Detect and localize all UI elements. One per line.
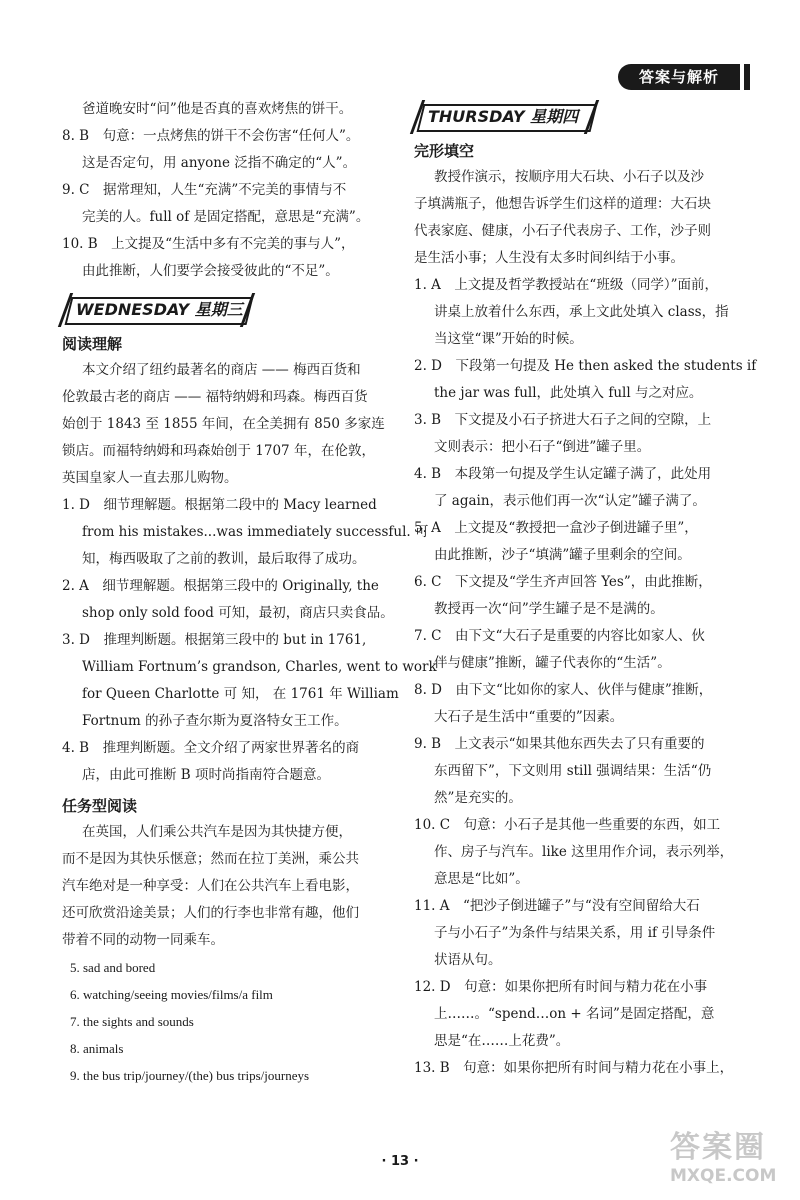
answer-row: 子与小石子”为条件与结果关系，用 if 引导条件 — [434, 925, 716, 941]
header-bar — [744, 64, 750, 90]
reading-intro — [62, 357, 398, 492]
answer-item — [62, 573, 398, 627]
answer-row: 13. B 句意：如果你把所有时间与精力花在小事上， — [414, 1060, 734, 1076]
reading-intro-line: 始创于 1843 至 1855 年间，在全美拥有 850 多家连 — [62, 416, 385, 432]
answer-row: shop only sold food 可知，最初，商店只卖食品。 — [82, 605, 394, 621]
answer-item — [414, 1055, 752, 1082]
answer-item — [414, 731, 752, 812]
answer-row: Fortnum 的孙子查尔斯为夏洛特女王工作。 — [82, 713, 348, 729]
answer-row: 7. C 由下文“大石子是重要的内容比如家人、伙 — [414, 628, 705, 644]
reading-answers — [62, 492, 437, 789]
answer-row: 当这堂“课”开始的时候。 — [434, 331, 583, 347]
answer-row: 3. D 推理判断题。根据第三段中的 but in 1761, — [62, 632, 367, 648]
left-column — [62, 96, 437, 1089]
task-answer: 8. animals — [70, 1041, 124, 1056]
answer-row: 4. B 推理判断题。全文介绍了两家世界著名的商 — [62, 740, 360, 756]
answer-row: 教授再一次“问”学生罐子是不是满的。 — [434, 601, 664, 617]
answer-row: 上……。“spend…on + 名词”是固定搭配，意 — [434, 1006, 715, 1022]
answer-item — [62, 735, 398, 789]
task-title: 任务型阅读 — [62, 797, 138, 815]
answer-row: 伴与健康”推断，罐子代表你的“生活”。 — [434, 655, 671, 671]
answer-row: 10. C 句意：小石子是其他一些重要的东西，如工 — [414, 817, 721, 833]
answer-row: 知，梅西吸取了之前的教训，最后取得了成功。 — [82, 551, 366, 567]
thursday-banner — [414, 102, 596, 132]
answer-row: 由此推断，沙子“填满”罐子里剩余的空间。 — [434, 547, 691, 563]
answer-row: 2. A 细节理解题。根据第三段中的 Originally, the — [62, 578, 379, 594]
answer-row: 思是“在……上花费”。 — [434, 1033, 570, 1049]
watermark-logo: 答案圈 — [670, 1130, 766, 1165]
right-column — [414, 96, 757, 1082]
task-intro-line: 还可欣赏沿途美景；人们的行李也非常有趣，他们 — [62, 905, 359, 921]
cloze-intro — [414, 164, 752, 272]
answer-row: 11. A “把沙子倒进罐子”与“没有空间留给大石 — [414, 898, 700, 914]
answer-row: for Queen Charlotte 可 知， 在 1761 年 William — [82, 686, 399, 702]
answer-row: 完美的人。full of 是固定搭配，意思是“充满”。 — [82, 209, 370, 225]
task-answers — [62, 954, 398, 1089]
task-answer: 6. watching/seeing movies/films/a film — [70, 987, 273, 1002]
task-answer: 5. sad and bored — [70, 960, 156, 975]
answer-item — [414, 461, 752, 515]
answer-row: 然”是充实的。 — [434, 790, 522, 806]
answer-item — [62, 123, 398, 177]
answer-row: 1. D 细节理解题。根据第二段中的 Macy learned — [62, 497, 377, 513]
reading-intro-line: 本文介绍了纽约最著名的商店 —— 梅西百货和 — [82, 362, 361, 378]
watermark-url: MXQE.COM — [670, 1166, 777, 1186]
answer-row: 由此推断，人们要学会接受彼此的“不足”。 — [82, 263, 339, 279]
task-intro-line: 带着不同的动物一同乘车。 — [62, 932, 224, 948]
reading-title: 阅读理解 — [62, 335, 123, 353]
cloze-intro-line: 代表家庭、健康，小石子代表房子、工作，沙子则 — [414, 223, 711, 239]
answer-row: 10. B 上文提及“生活中多有不完美的事与人”， — [62, 236, 355, 252]
task-answer: 7. the sights and sounds — [70, 1014, 194, 1029]
answer-item — [414, 623, 752, 677]
wednesday-banner-text: WEDNESDAY 星期三 — [76, 300, 243, 319]
answer-item — [414, 812, 752, 893]
reading-intro-line: 伦敦最古老的商店 —— 福特纳姆和玛森。梅西百货 — [62, 389, 368, 405]
answer-row: 意思是“比如”。 — [434, 871, 529, 887]
task-intro-line: 在英国，人们乘公共汽车是因为其快捷方便， — [82, 824, 352, 840]
task-answer: 9. the bus trip/journey/(the) bus trips/journeys — [70, 1068, 310, 1083]
answer-row: 6. C 下文提及“学生齐声回答 Yes”，由此推断， — [414, 574, 712, 590]
answer-row: 3. B 下文提及小石子挤进大石子之间的空隙，上 — [414, 412, 712, 428]
answer-row: 讲桌上放着什么东西，承上文此处填入 class，指 — [434, 304, 729, 320]
answer-row: the jar was full，此处填入 full 与之对应。 — [434, 385, 703, 401]
answer-item — [62, 492, 429, 573]
answer-row: 大石子是生活中“重要的”因素。 — [434, 709, 624, 725]
reading-intro-line: 英国皇家人一直去那儿购物。 — [62, 470, 238, 486]
task-intro-line: 汽车绝对是一种享受：人们在公共汽车上看电影， — [62, 878, 359, 894]
answer-item — [414, 407, 752, 461]
answer-row: 9. C 据常理知，人生“充满”不完美的事情与不 — [62, 182, 347, 198]
answer-item — [414, 515, 752, 569]
answer-item — [414, 353, 757, 407]
answer-item — [414, 893, 752, 974]
answer-row: 8. B 句意：一点烤焦的饼干不会伤害“任何人”。 — [62, 128, 360, 144]
cloze-intro-line: 子填满瓶子，他想告诉学生们这样的道理：大石块 — [414, 196, 711, 212]
answer-row: 12. D 句意：如果你把所有时间与精力花在小事 — [414, 979, 708, 995]
answer-item — [414, 677, 752, 731]
answer-row: 2. D 下段第一句提及 He then asked the students if — [414, 358, 757, 374]
left-intro — [62, 96, 398, 123]
answer-row: 状语从句。 — [434, 952, 502, 968]
watermark — [670, 1130, 794, 1194]
left-answers-a — [62, 123, 398, 285]
answer-row: 店，由此可推断 B 项时尚指南符合题意。 — [82, 767, 331, 783]
answer-row: 这是否定句，用 anyone 泛指不确定的“人”。 — [82, 155, 357, 171]
intro-line: 爸道晚安时“问”他是否真的喜欢烤焦的饼干。 — [82, 101, 353, 117]
answer-row: 1. A 上文提及哲学教授站在“班级（同学）”面前， — [414, 277, 718, 293]
answer-row: 文则表示：把小石子“倒进”罐子里。 — [434, 439, 651, 455]
answer-item — [62, 231, 398, 285]
answer-row: 东西留下”，下文则用 still 强调结果：生活“仍 — [434, 763, 712, 779]
answer-item — [62, 627, 437, 735]
header-tab: 答案与解析 — [618, 64, 740, 90]
reading-intro-line: 锁店。而福特纳姆和玛森始创于 1707 年，在伦敦， — [62, 443, 375, 459]
cloze-intro-line: 教授作演示，按顺序用大石块、小石子以及沙 — [434, 169, 704, 185]
cloze-answers — [414, 272, 757, 1082]
answer-row: 5. A 上文提及“教授把一盒沙子倒进罐子里”， — [414, 520, 698, 536]
cloze-title: 完形填空 — [414, 142, 475, 160]
answer-row: William Fortnum’s grandson, Charles, went to work — [82, 659, 437, 675]
answer-item — [414, 569, 752, 623]
answer-row: 8. D 由下文“比如你的家人、伙伴与健康”推断， — [414, 682, 713, 698]
cloze-intro-line: 是生活小事；人生没有太多时间纠结于小事。 — [414, 250, 684, 266]
task-intro — [62, 819, 398, 954]
page-number: · 13 · — [381, 1154, 419, 1169]
task-intro-line: 而不是因为其快乐惬意；然而在拉丁美洲，乘公共 — [62, 851, 359, 867]
answer-row: from his mistakes...was immediately successful. 可 — [82, 524, 429, 540]
answer-row: 4. B 本段第一句提及学生认定罐子满了，此处用 — [414, 466, 712, 482]
answer-row: 作、房子与汽车。like 这里用作介词，表示列举， — [434, 844, 734, 860]
thursday-banner-text: THURSDAY 星期四 — [428, 107, 579, 126]
wednesday-banner — [62, 295, 244, 325]
answer-item — [62, 177, 398, 231]
answer-row: 了 again，表示他们再一次“认定”罐子满了。 — [434, 493, 706, 509]
answer-item — [414, 272, 752, 353]
answer-item — [414, 974, 752, 1055]
answer-row: 9. B 上文表示“如果其他东西失去了只有重要的 — [414, 736, 705, 752]
